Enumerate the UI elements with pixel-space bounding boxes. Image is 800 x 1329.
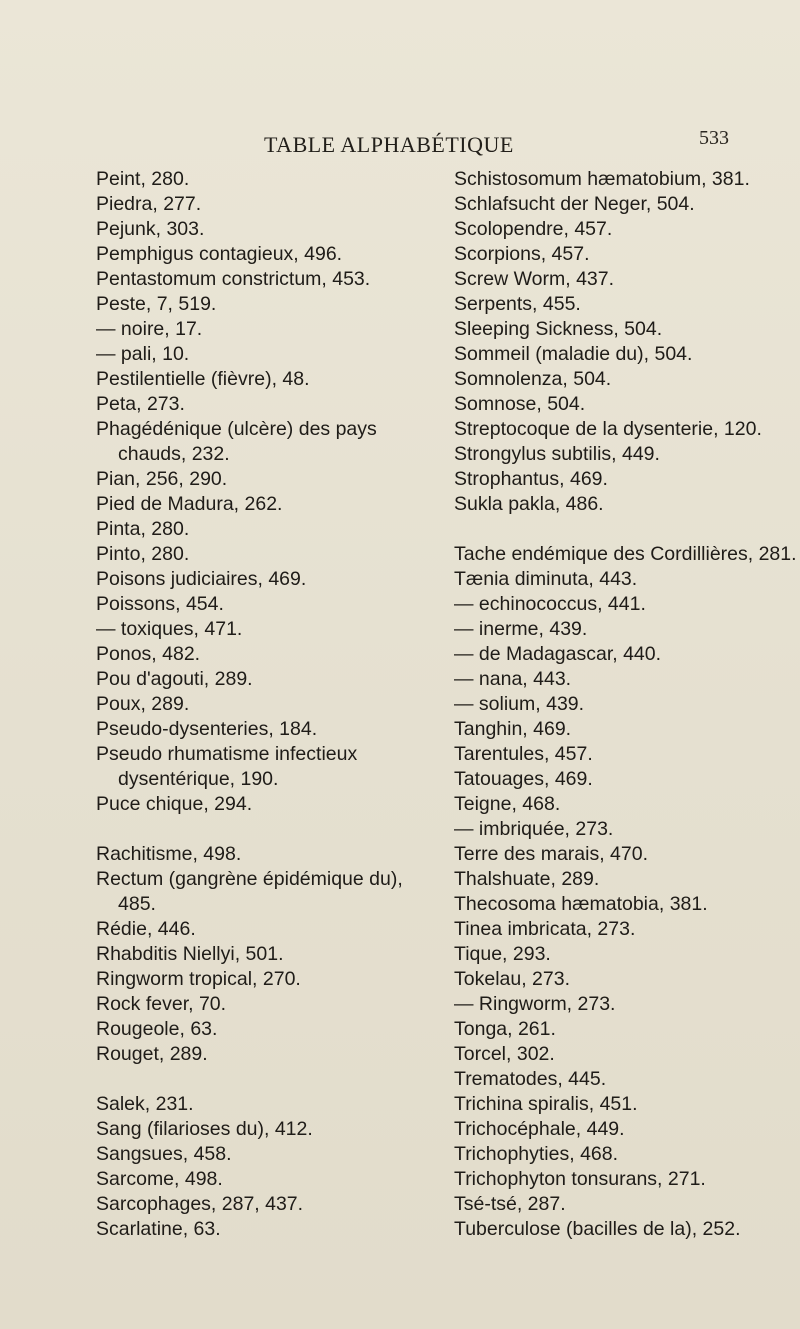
- index-entry: — imbriquée, 273.: [454, 818, 614, 840]
- index-entry: Tache endémique des Cordillières, 281.: [454, 543, 797, 565]
- index-entry: Trichocéphale, 449.: [454, 1118, 625, 1140]
- index-entry: Schistosomum hæmatobium, 381.: [454, 168, 750, 190]
- index-entry: Poisons judiciaires, 469.: [96, 568, 307, 590]
- index-entry: Tuberculose (bacilles de la), 252.: [454, 1218, 741, 1240]
- index-entry: Peste, 7, 519.: [96, 293, 217, 315]
- section-gap: [96, 817, 432, 842]
- index-entry: Phagédénique (ulcère) des pays chauds, 232.: [96, 418, 377, 465]
- index-entry: Serpents, 455.: [454, 293, 581, 315]
- index-entry: Sleeping Sickness, 504.: [454, 318, 663, 340]
- index-entry: Peta, 273.: [96, 393, 185, 415]
- index-entry: Piedra, 277.: [96, 193, 202, 215]
- index-entry: Tokelau, 273.: [454, 968, 571, 990]
- index-entry: Thalshuate, 289.: [454, 868, 600, 890]
- index-entry: Strophantus, 469.: [454, 468, 608, 490]
- index-entry: Trichophyties, 468.: [454, 1143, 619, 1165]
- index-entry: Tænia diminuta, 443.: [454, 568, 638, 590]
- index-entry: Teigne, 468.: [454, 793, 561, 815]
- index-column-left: [96, 167, 432, 1242]
- index-entry: — de Madagascar, 440.: [454, 643, 662, 665]
- index-entry: Rock fever, 70.: [96, 993, 227, 1015]
- index-entry: Screw Worm, 437.: [454, 268, 615, 290]
- index-entry: Pemphigus contagieux, 496.: [96, 243, 343, 265]
- index-entry: Strongylus subtilis, 449.: [454, 443, 660, 465]
- index-entry: Tique, 293.: [454, 943, 551, 965]
- index-entry: Pinta, 280.: [96, 518, 190, 540]
- index-entry: — nana, 443.: [454, 668, 572, 690]
- index-entry: Scolopendre, 457.: [454, 218, 613, 240]
- index-entry: Rachitisme, 498.: [96, 843, 242, 865]
- index-entry: Terre des marais, 470.: [454, 843, 649, 865]
- index-entry: Pseudo-dysenteries, 184.: [96, 718, 318, 740]
- index-entry: Thecosoma hæmatobia, 381.: [454, 893, 708, 915]
- index-entry: Sarcophages, 287, 437.: [96, 1193, 304, 1215]
- index-entry: Schlafsucht der Neger, 504.: [454, 193, 695, 215]
- index-entry: Trematodes, 445.: [454, 1068, 607, 1090]
- index-entry: Pestilentielle (fièvre), 48.: [96, 368, 310, 390]
- index-entry: Rhabditis Niellyi, 501.: [96, 943, 284, 965]
- index-entry: Streptocoque de la dysenterie, 120.: [454, 418, 762, 440]
- index-entry: Salek, 231.: [96, 1093, 194, 1115]
- index-entry: Puce chique, 294.: [96, 793, 253, 815]
- running-header-title: TABLE ALPHABÉTIQUE: [264, 132, 514, 157]
- index-entry: Tatouages, 469.: [454, 768, 593, 790]
- index-entry: — toxiques, 471.: [96, 618, 243, 640]
- index-entry: Rectum (gangrène épidémique du), 485.: [96, 868, 403, 915]
- index-entry: — Ringworm, 273.: [454, 993, 616, 1015]
- index-entry: Peint, 280.: [96, 168, 190, 190]
- index-entry: Pejunk, 303.: [96, 218, 205, 240]
- index-entry: — echinococcus, 441.: [454, 593, 646, 615]
- index-entry: — pali, 10.: [96, 343, 190, 365]
- index-entry: Sommeil (maladie du), 504.: [454, 343, 693, 365]
- index-entry: Pinto, 280.: [96, 543, 190, 565]
- index-entry: Sukla pakla, 486.: [454, 493, 604, 515]
- index-entry: — noire, 17.: [96, 318, 203, 340]
- index-entry: Scorpions, 457.: [454, 243, 590, 265]
- index-entry: Poissons, 454.: [96, 593, 224, 615]
- index-entry: Pentastomum constrictum, 453.: [96, 268, 371, 290]
- index-entry: Ponos, 482.: [96, 643, 201, 665]
- index-entry: Rouget, 289.: [96, 1043, 208, 1065]
- index-entry: Somnolenza, 504.: [454, 368, 612, 390]
- index-entry: Tonga, 261.: [454, 1018, 556, 1040]
- index-entry: Trichina spiralis, 451.: [454, 1093, 638, 1115]
- index-entry: Sangsues, 458.: [96, 1143, 232, 1165]
- index-entry: Pou d'agouti, 289.: [96, 668, 253, 690]
- index-entry: Tarentules, 457.: [454, 743, 593, 765]
- index-entry: Torcel, 302.: [454, 1043, 555, 1065]
- index-entry: Scarlatine, 63.: [96, 1218, 221, 1240]
- index-entry: Sarcome, 498.: [96, 1168, 223, 1190]
- index-entry: Rougeole, 63.: [96, 1018, 218, 1040]
- index-entry: Ringworm tropical, 270.: [96, 968, 301, 990]
- section-gap: [96, 1067, 432, 1092]
- index-entry: Somnose, 504.: [454, 393, 586, 415]
- page-number: 533: [699, 127, 729, 149]
- index-entry: Tanghin, 469.: [454, 718, 572, 740]
- index-entry: Tsé-tsé, 287.: [454, 1193, 566, 1215]
- index-entry: Sang (filarioses du), 412.: [96, 1118, 313, 1140]
- index-entry: Rédie, 446.: [96, 918, 196, 940]
- index-column-right: [454, 167, 800, 1242]
- index-entry: Pian, 256, 290.: [96, 468, 228, 490]
- index-entry: — solium, 439.: [454, 693, 585, 715]
- index-entry: — inerme, 439.: [454, 618, 588, 640]
- index-entry: Pseudo rhumatisme infectieux dysentérique, 190.: [96, 743, 358, 790]
- index-entry: Tinea imbricata, 273.: [454, 918, 636, 940]
- index-entry: Trichophyton tonsurans, 271.: [454, 1168, 706, 1190]
- index-entry: Pied de Madura, 262.: [96, 493, 283, 515]
- section-gap: [454, 517, 800, 542]
- index-entry: Poux, 289.: [96, 693, 190, 715]
